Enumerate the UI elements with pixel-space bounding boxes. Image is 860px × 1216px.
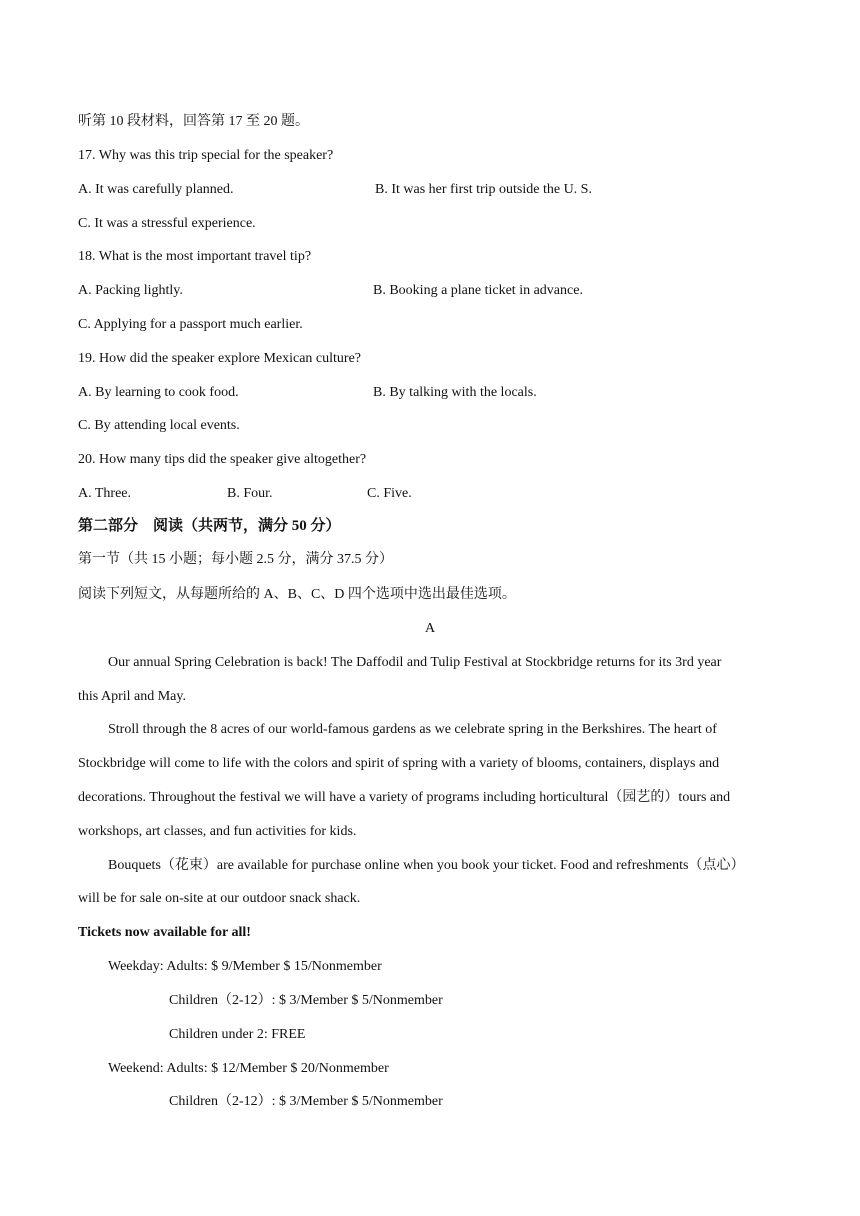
option-17-b: B. It was her first trip outside the U. S.	[375, 182, 592, 197]
option-18-b: B. Booking a plane ticket in advance.	[373, 283, 583, 298]
option-19-c: C. By attending local events.	[78, 418, 240, 433]
passage-line: will be for sale on-site at our outdoor snack shack.	[78, 891, 361, 906]
option-18-a: A. Packing lightly.	[78, 283, 183, 298]
part-two-title: 第二部分 阅读（共两节，满分 50 分）	[78, 518, 341, 534]
listening-intro: 听第 10 段材料，回答第 17 至 20 题。	[78, 114, 309, 129]
ticket-line: Children（2-12）: $ 3/Member $ 5/Nonmember	[169, 1094, 443, 1109]
ticket-line: Weekday: Adults: $ 9/Member $ 15/Nonmember	[108, 959, 382, 974]
passage-line: decorations. Throughout the festival we will have a variety of programs including horticultural（园艺的）tours and	[78, 790, 731, 805]
passage-line: Bouquets（花束）are available for purchase online when you book your ticket. Food and refreshments（点心）	[108, 858, 745, 873]
passage-line: workshops, art classes, and fun activities for kids.	[78, 824, 357, 839]
question-20: 20. How many tips did the speaker give altogether?	[78, 452, 367, 467]
passage-line: Our annual Spring Celebration is back! The Daffodil and Tulip Festival at Stockbridge returns for its 3rd year	[108, 655, 722, 670]
ticket-line: Weekend: Adults: $ 12/Member $ 20/Nonmember	[108, 1061, 389, 1076]
passage-line: this April and May.	[78, 689, 186, 704]
passage-letter: A	[425, 621, 436, 636]
option-20-c: C. Five.	[367, 486, 412, 501]
option-19-a: A. By learning to cook food.	[78, 385, 239, 400]
tickets-heading: Tickets now available for all!	[78, 925, 251, 940]
passage-line: Stroll through the 8 acres of our world-famous gardens as we celebrate spring in the Berkshires. The heart of	[108, 722, 717, 737]
reading-instructions: 阅读下列短文，从每题所给的 A、B、C、D 四个选项中选出最佳选项。	[78, 587, 516, 602]
question-17: 17. Why was this trip special for the speaker?	[78, 148, 334, 163]
option-18-c: C. Applying for a passport much earlier.	[78, 317, 303, 332]
passage-line: Stockbridge will come to life with the colors and spirit of spring with a variety of blooms, containers, displays and	[78, 756, 720, 771]
option-20-a: A. Three.	[78, 486, 131, 501]
ticket-line: Children under 2: FREE	[169, 1027, 306, 1042]
option-20-b: B. Four.	[227, 486, 273, 501]
option-19-b: B. By talking with the locals.	[373, 385, 537, 400]
question-18: 18. What is the most important travel tip?	[78, 249, 312, 264]
question-19: 19. How did the speaker explore Mexican culture?	[78, 351, 362, 366]
ticket-line: Children（2-12）: $ 3/Member $ 5/Nonmember	[169, 993, 443, 1008]
option-17-c: C. It was a stressful experience.	[78, 216, 256, 231]
section-one-title: 第一节（共 15 小题；每小题 2.5 分，满分 37.5 分）	[78, 552, 393, 567]
option-17-a: A. It was carefully planned.	[78, 182, 234, 197]
